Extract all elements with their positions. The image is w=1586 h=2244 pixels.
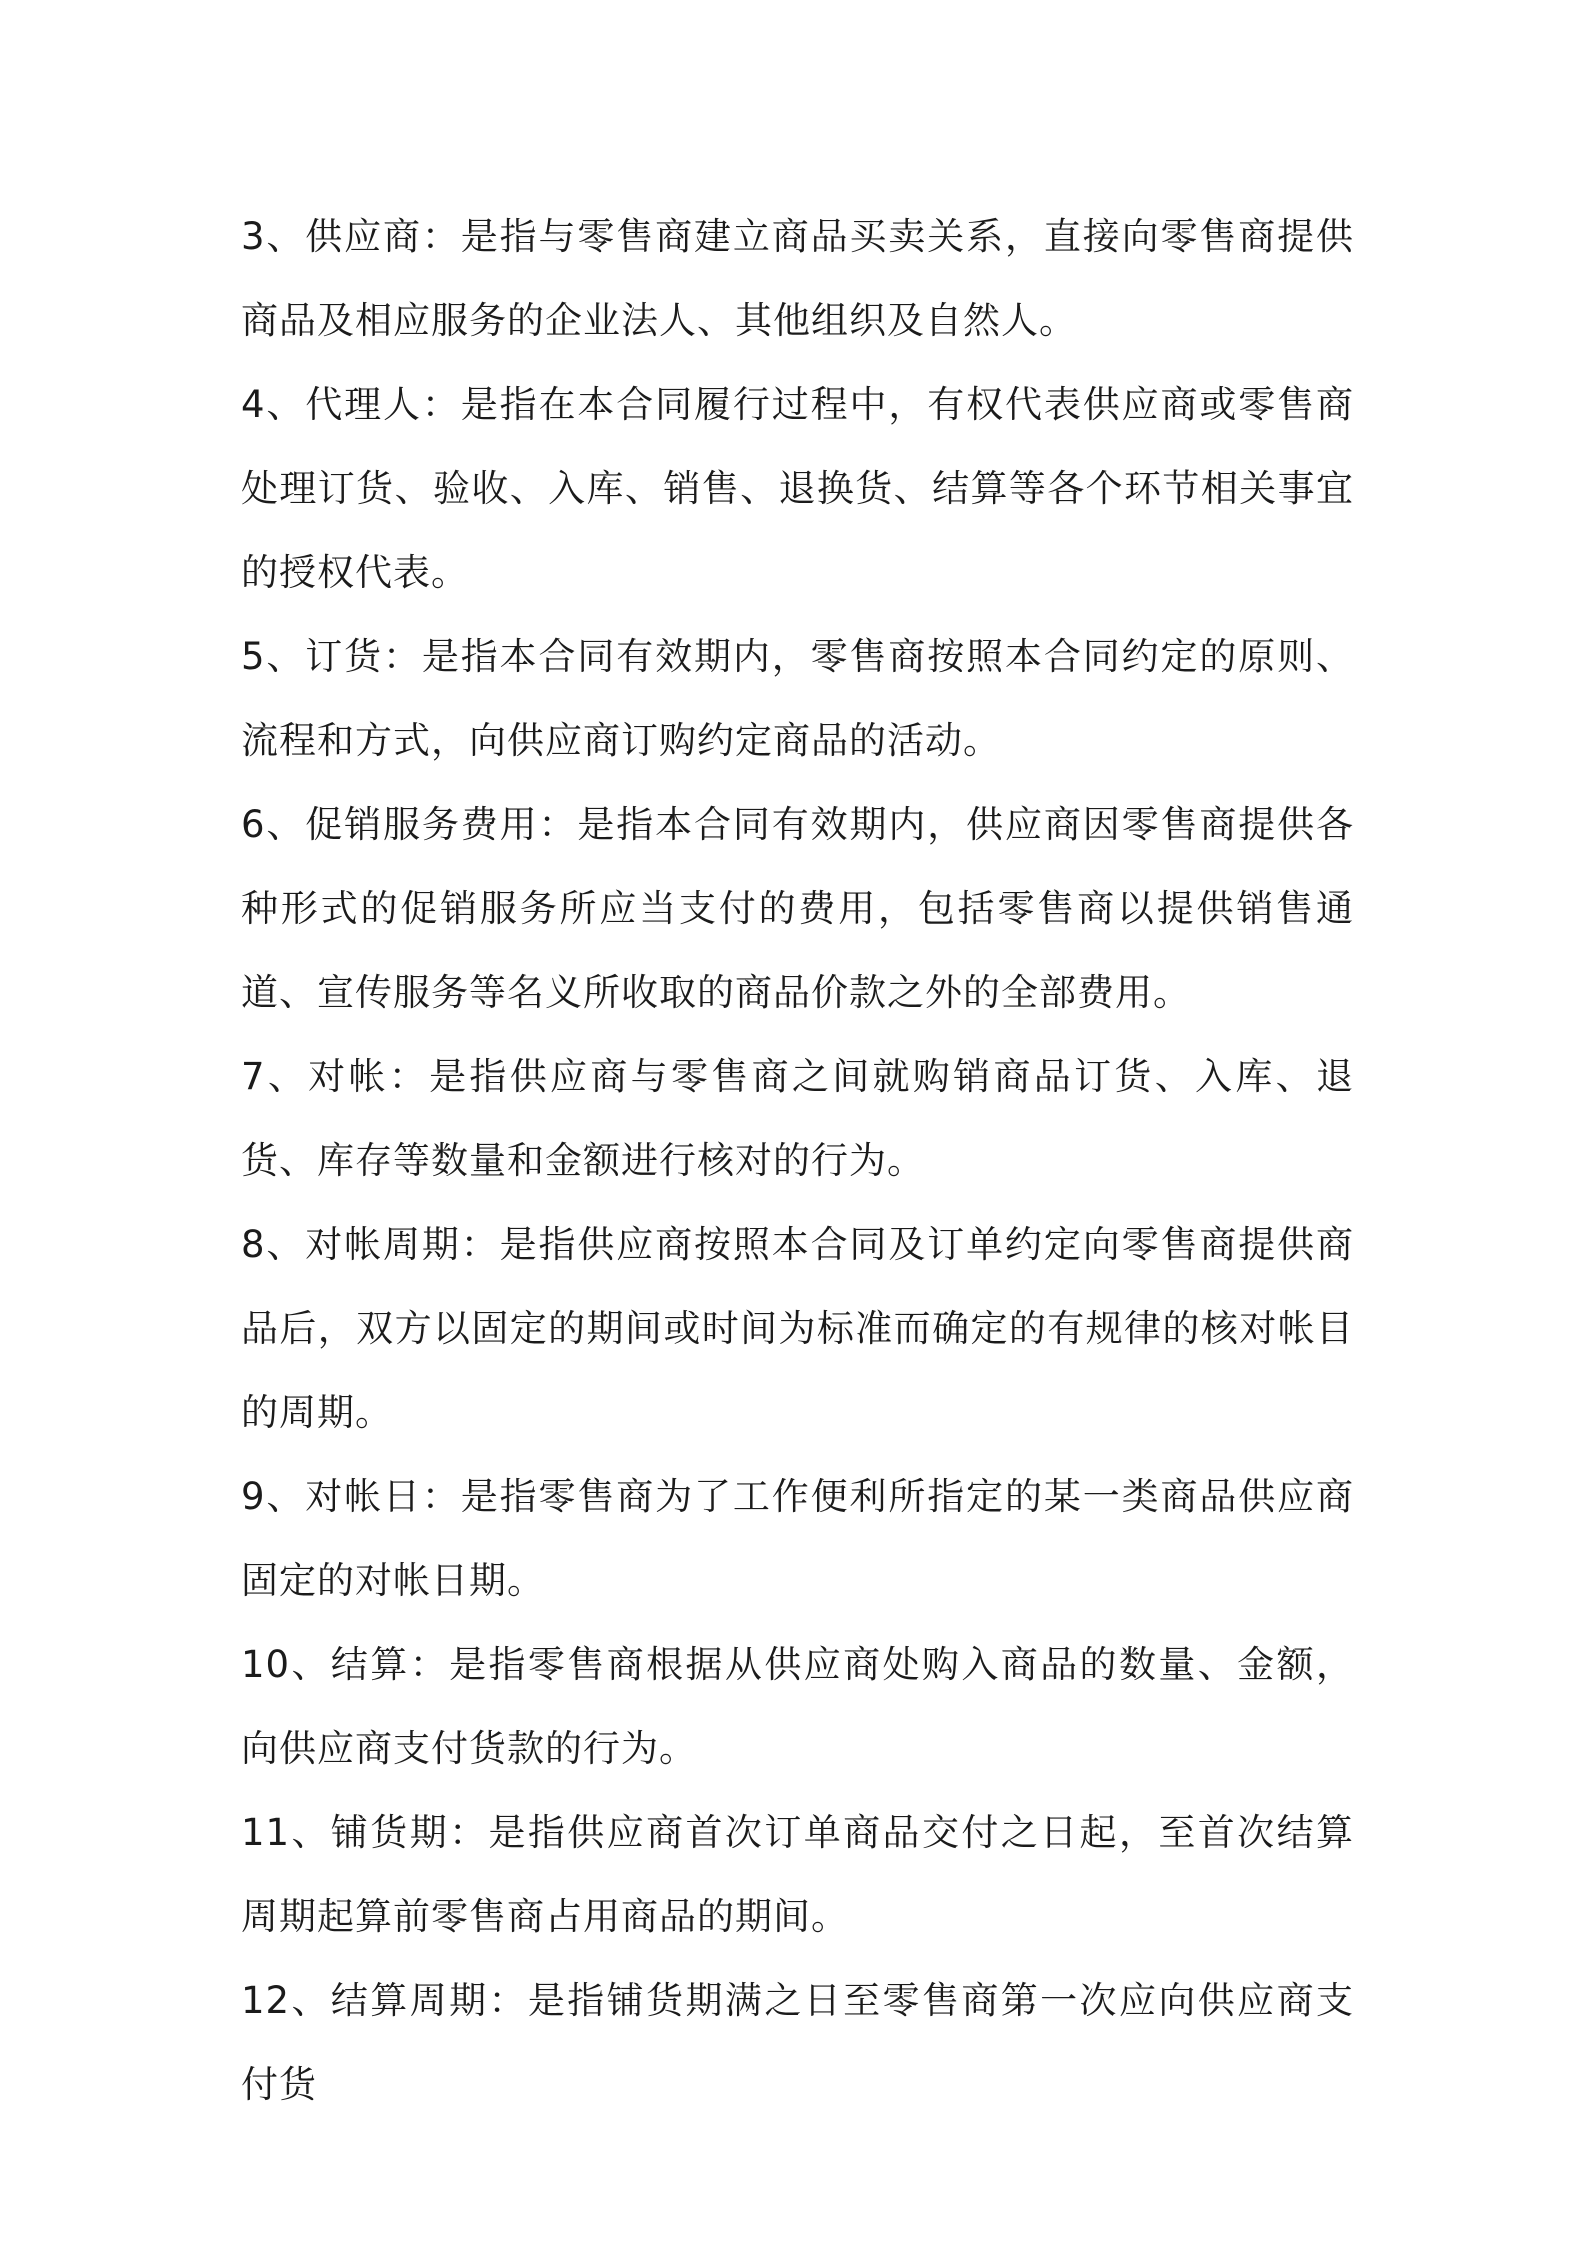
clause-7: 7、对帐：是指供应商与零售商之间就购销商品订货、入库、退货、库存等数量和金额进行核对的行为。 [241,1055,1354,1182]
clause-10: 10、结算：是指零售商根据从供应商处购入商品的数量、金额，向供应商支付货款的行为。 [241,1643,1354,1770]
clause-3: 3、供应商：是指与零售商建立商品买卖关系，直接向零售商提供商品及相应服务的企业法人、其他组织及自然人。 [241,215,1354,342]
clause-6: 6、促销服务费用：是指本合同有效期内，供应商因零售商提供各种形式的促销服务所应当支付的费用，包括零售商以提供销售通道、宣传服务等名义所收取的商品价款之外的全部费用。 [241,803,1354,1014]
clause-9: 9、对帐日：是指零售商为了工作便利所指定的某一类商品供应商固定的对帐日期。 [241,1475,1354,1602]
clause-5: 5、订货：是指本合同有效期内，零售商按照本合同约定的原则、流程和方式，向供应商订购约定商品的活动。 [241,635,1354,762]
clause-8: 8、对帐周期：是指供应商按照本合同及订单约定向零售商提供商品后，双方以固定的期间或时间为标准而确定的有规律的核对帐目的周期。 [241,1223,1354,1434]
clause-4: 4、代理人：是指在本合同履行过程中，有权代表供应商或零售商处理订货、验收、入库、销售、退换货、结算等各个环节相关事宜的授权代表。 [241,383,1354,594]
document-page [241,195,1354,2127]
clause-12: 12、结算周期：是指铺货期满之日至零售商第一次应向供应商支付货 [241,1979,1354,2106]
clause-11: 11、铺货期：是指供应商首次订单商品交付之日起，至首次结算周期起算前零售商占用商品的期间。 [241,1811,1354,1938]
